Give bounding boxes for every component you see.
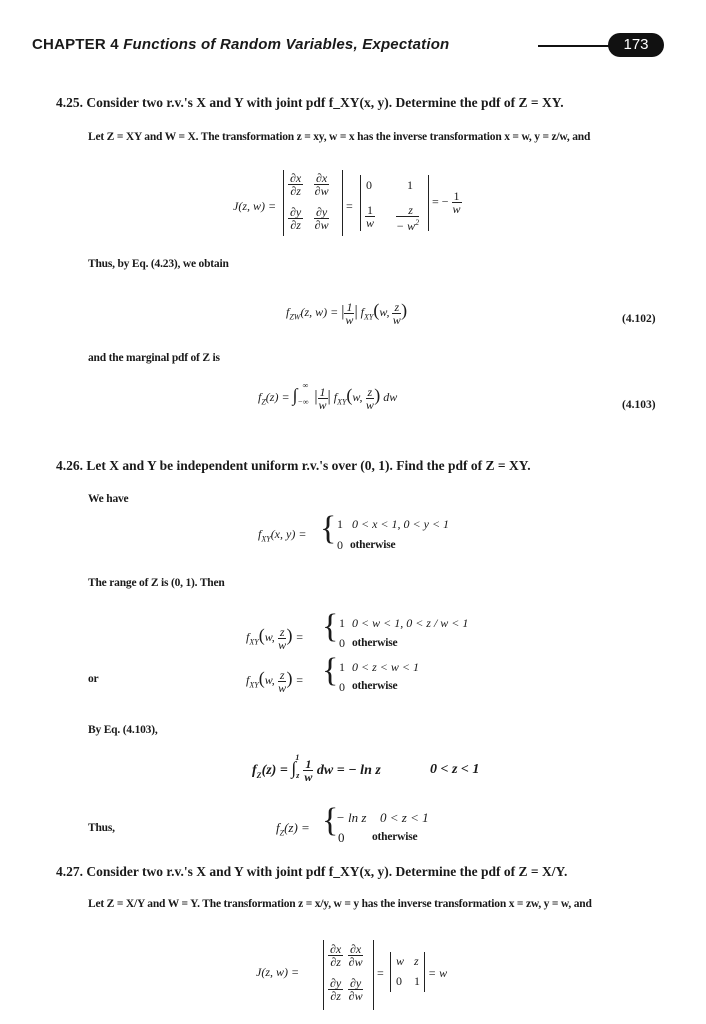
page-number: 173 bbox=[623, 36, 649, 53]
matrix-entry: $\frac{1}{w}$ bbox=[365, 203, 374, 230]
p427-jacobian-lhs: J(z, w) = bbox=[256, 965, 300, 979]
partial-y-z: $\frac{\partial y}{\partial z}$ bbox=[290, 205, 302, 232]
case-condition: 0 < x < 1, 0 < y < 1 bbox=[352, 517, 450, 531]
det-bar bbox=[424, 952, 425, 992]
p425-jacobian-lhs: J(z, w) = bbox=[233, 199, 277, 213]
case-condition: 0 < w < 1, 0 < z / w < 1 bbox=[352, 616, 469, 630]
problem-4-25-statement bbox=[56, 95, 564, 111]
problem-text: Consider two r.v.'s X and Y with joint pdf f_XY(x, y). Determine the pdf of Z = XY. bbox=[86, 95, 564, 110]
left-brace: { bbox=[322, 608, 339, 645]
case-value: 0 bbox=[338, 830, 345, 845]
case-otherwise: otherwise bbox=[352, 680, 398, 692]
case-condition: 0 < z < w < 1 bbox=[352, 660, 419, 674]
integral-result: $f_Z(z) = \int_z^1$ $\frac{1}{w}$ dw = − ln z bbox=[252, 753, 381, 785]
left-brace: { bbox=[322, 652, 339, 689]
case-value: − ln z bbox=[336, 810, 367, 825]
matrix-entry: 1 bbox=[414, 974, 420, 988]
partial-x-w: $\frac{\partial x}{\partial w}$ bbox=[348, 942, 363, 969]
eq-tag-4-102: (4.102) bbox=[622, 313, 656, 325]
problem-text: Let X and Y be independent uniform r.v.'s over (0, 1). Find the pdf of Z = XY. bbox=[86, 458, 531, 473]
fxy-lhs: $f_{XY}(x$, y) = bbox=[258, 527, 307, 544]
matrix-entry: z bbox=[414, 954, 419, 968]
problem-text: Consider two r.v.'s X and Y with joint pdf f_XY(x, y). Determine the pdf of Z = X/Y. bbox=[86, 864, 568, 879]
partial-y-w: $\frac{\partial y}{\partial w}$ bbox=[314, 205, 329, 232]
page-number-badge bbox=[608, 33, 664, 57]
p425-jacobian-result: = − $\frac{1}{w}$ bbox=[432, 189, 461, 216]
p426-by-eq-text: By Eq. (4.103), bbox=[88, 724, 158, 736]
equals-sign: = bbox=[346, 199, 353, 213]
p425-thus-text: Thus, by Eq. (4.23), we obtain bbox=[88, 258, 229, 270]
fz-lhs: $f_Z(z)$ = bbox=[276, 820, 310, 838]
p426-or-text: or bbox=[88, 673, 99, 685]
left-brace: { bbox=[320, 510, 337, 547]
matrix-entry: 0 bbox=[366, 178, 372, 192]
p427-setup-text: Let Z = X/Y and W = Y. The transformation z = x/y, w = y has the inverse transformation x = zw, y = w, and bbox=[88, 898, 592, 910]
p425-setup-text: Let Z = XY and W = X. The transformation z = xy, w = x has the inverse transformation x = w, y = z/w, and bbox=[88, 131, 591, 143]
case-value: 1 bbox=[339, 660, 345, 674]
case-otherwise: otherwise bbox=[352, 637, 398, 649]
matrix-entry: $\frac{z}{- w^2}$ bbox=[396, 203, 420, 233]
partial-y-z: $\frac{\partial y}{\partial z}$ bbox=[330, 976, 342, 1003]
case-condition: 0 < z < 1 bbox=[380, 810, 429, 825]
partial-y-w: $\frac{\partial y}{\partial w}$ bbox=[348, 976, 363, 1003]
problem-4-27-statement bbox=[56, 864, 567, 880]
eq-4-102: $f_{ZW}(z$, w) = | $\frac{1}{w}$ | $f_{XY}(w$, $\frac{z}{w}$ ) bbox=[286, 299, 408, 327]
case-value: 1 bbox=[337, 517, 343, 531]
det-bar bbox=[390, 952, 391, 992]
p427-jacobian-result: = w bbox=[428, 966, 448, 980]
problem-number: 4.27. bbox=[56, 864, 83, 879]
case-value: 1 bbox=[339, 616, 345, 630]
det-bar bbox=[323, 940, 324, 1010]
chapter-label: CHAPTER 4 bbox=[32, 36, 119, 53]
det-bar bbox=[342, 170, 343, 236]
det-bar bbox=[360, 175, 361, 231]
equals-sign: = bbox=[377, 966, 384, 980]
chapter-title: Functions of Random Variables, Expectation bbox=[123, 36, 450, 53]
header-rule bbox=[538, 45, 618, 47]
p426-thus-text: Thus, bbox=[88, 822, 115, 834]
eq-tag-4-103: (4.103) bbox=[622, 399, 656, 411]
fxy-substituted-lhs: $f_{XY}(w$, $\frac{z}{w}$ ) = bbox=[246, 667, 304, 695]
case-value: 0 bbox=[339, 636, 345, 650]
integral-range: 0 < z < 1 bbox=[430, 762, 480, 777]
det-bar bbox=[373, 940, 374, 1010]
partial-x-z: $\frac{\partial x}{\partial z}$ bbox=[330, 942, 342, 969]
partial-x-w: $\frac{\partial x}{\partial w}$ bbox=[314, 171, 329, 198]
matrix-entry: 1 bbox=[407, 178, 413, 192]
p426-range-text: The range of Z is (0, 1). Then bbox=[88, 577, 225, 589]
p426-we-have-text: We have bbox=[88, 493, 129, 505]
chapter-header bbox=[32, 36, 449, 53]
p425-marginal-text: and the marginal pdf of Z is bbox=[88, 352, 220, 364]
matrix-entry: w bbox=[396, 954, 405, 968]
case-otherwise: otherwise bbox=[372, 831, 418, 843]
eq-4-103: $f_Z(z) = \int_{-\infty}^\infty|$ $\frac{1}{w}$ | $f_{XY}(w$, $\frac{z}{w}$ ) dw bbox=[258, 381, 398, 412]
fxy-substituted-lhs: $f_{XY}(w$, $\frac{z}{w}$ ) = bbox=[246, 624, 304, 652]
problem-4-26-statement bbox=[56, 458, 531, 474]
det-bar bbox=[428, 175, 429, 231]
case-value: 0 bbox=[339, 680, 345, 694]
left-brace: { bbox=[322, 802, 339, 839]
det-bar bbox=[283, 170, 284, 236]
partial-x-z: $\frac{\partial x}{\partial z}$ bbox=[290, 171, 302, 198]
problem-number: 4.26. bbox=[56, 458, 83, 473]
problem-number: 4.25. bbox=[56, 95, 83, 110]
case-value: 0 bbox=[337, 538, 343, 552]
case-otherwise: otherwise bbox=[350, 539, 396, 551]
matrix-entry: 0 bbox=[396, 974, 402, 988]
